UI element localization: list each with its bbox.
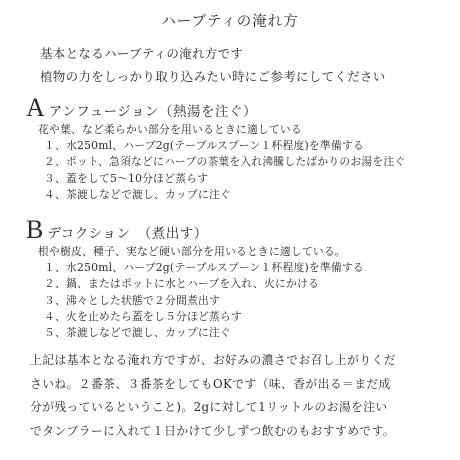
intro-line: 基本となるハーブティの淹れ方です: [40, 46, 244, 61]
section-b-body: [38, 244, 448, 341]
section-b-step: ５、茶漉しなどで漉し、カップに注ぐ: [44, 326, 231, 340]
closing-line: さいね。２番茶、３番茶をしてもOKです（味、香が出る＝まだ成: [30, 376, 391, 391]
section-b-letter: B: [26, 215, 44, 244]
section-b-step: １、水250ml、ハーブ2g(テーブルスプーン１杯程度)を準備する: [44, 261, 364, 275]
intro-line: 植物の力をしっかり取り込みたい時にご参考にしてください: [40, 69, 386, 84]
section-a-heading: [26, 95, 257, 121]
section-b-heading: [26, 217, 208, 243]
section-b-step: ３、沸々とした状態で２分間煮出す: [44, 293, 220, 307]
section-a-step: １、水250ml、ハーブ2g(テーブルスプーン１杯程度)を準備する: [44, 139, 364, 153]
section-a-description: 花や葉、など柔らかい部分を用いるときに適している: [38, 123, 302, 136]
section-a-step: ４、茶漉しなどで漉し、カップに注ぐ: [44, 187, 231, 201]
page-title: ハーブティの淹れ方: [161, 14, 299, 30]
section-a-step: ３、蓋をして5～10分ほど蒸らす: [44, 171, 209, 185]
section-b-step: ４、火を止めたら蓋をし５分ほど蒸らす: [44, 309, 242, 323]
closing-line: 上記は基本となる淹れ方ですが、お好みの濃さでお召し上がりくだ: [30, 353, 396, 367]
section-b-title: デコクション （煮出す）: [47, 226, 208, 242]
closing-paragraph: [30, 349, 440, 443]
closing-line: 分が残っているということ)。2gに対して1リットルのお湯を注い: [30, 400, 388, 414]
section-a-letter: A: [26, 93, 45, 122]
section-a-title: アンフュージョン（熱湯を注ぐ）: [48, 104, 258, 120]
section-b-description: 根や樹皮、種子、実など硬い部分を用いるときに適している。: [38, 245, 346, 258]
section-b-step: ２、鍋、またはポットに水とハーブを入れ、火にかける: [44, 277, 320, 291]
closing-line: でタンブラーに入れて１日かけて少しずつ飲むのもおすすめです。: [30, 423, 396, 438]
section-a-step: ２、ポット、急須などにハーブの茶葉を入れ沸騰したばかりのお湯を注ぐ: [44, 155, 406, 169]
section-a-body: [38, 122, 448, 203]
intro-paragraph: [40, 42, 440, 88]
